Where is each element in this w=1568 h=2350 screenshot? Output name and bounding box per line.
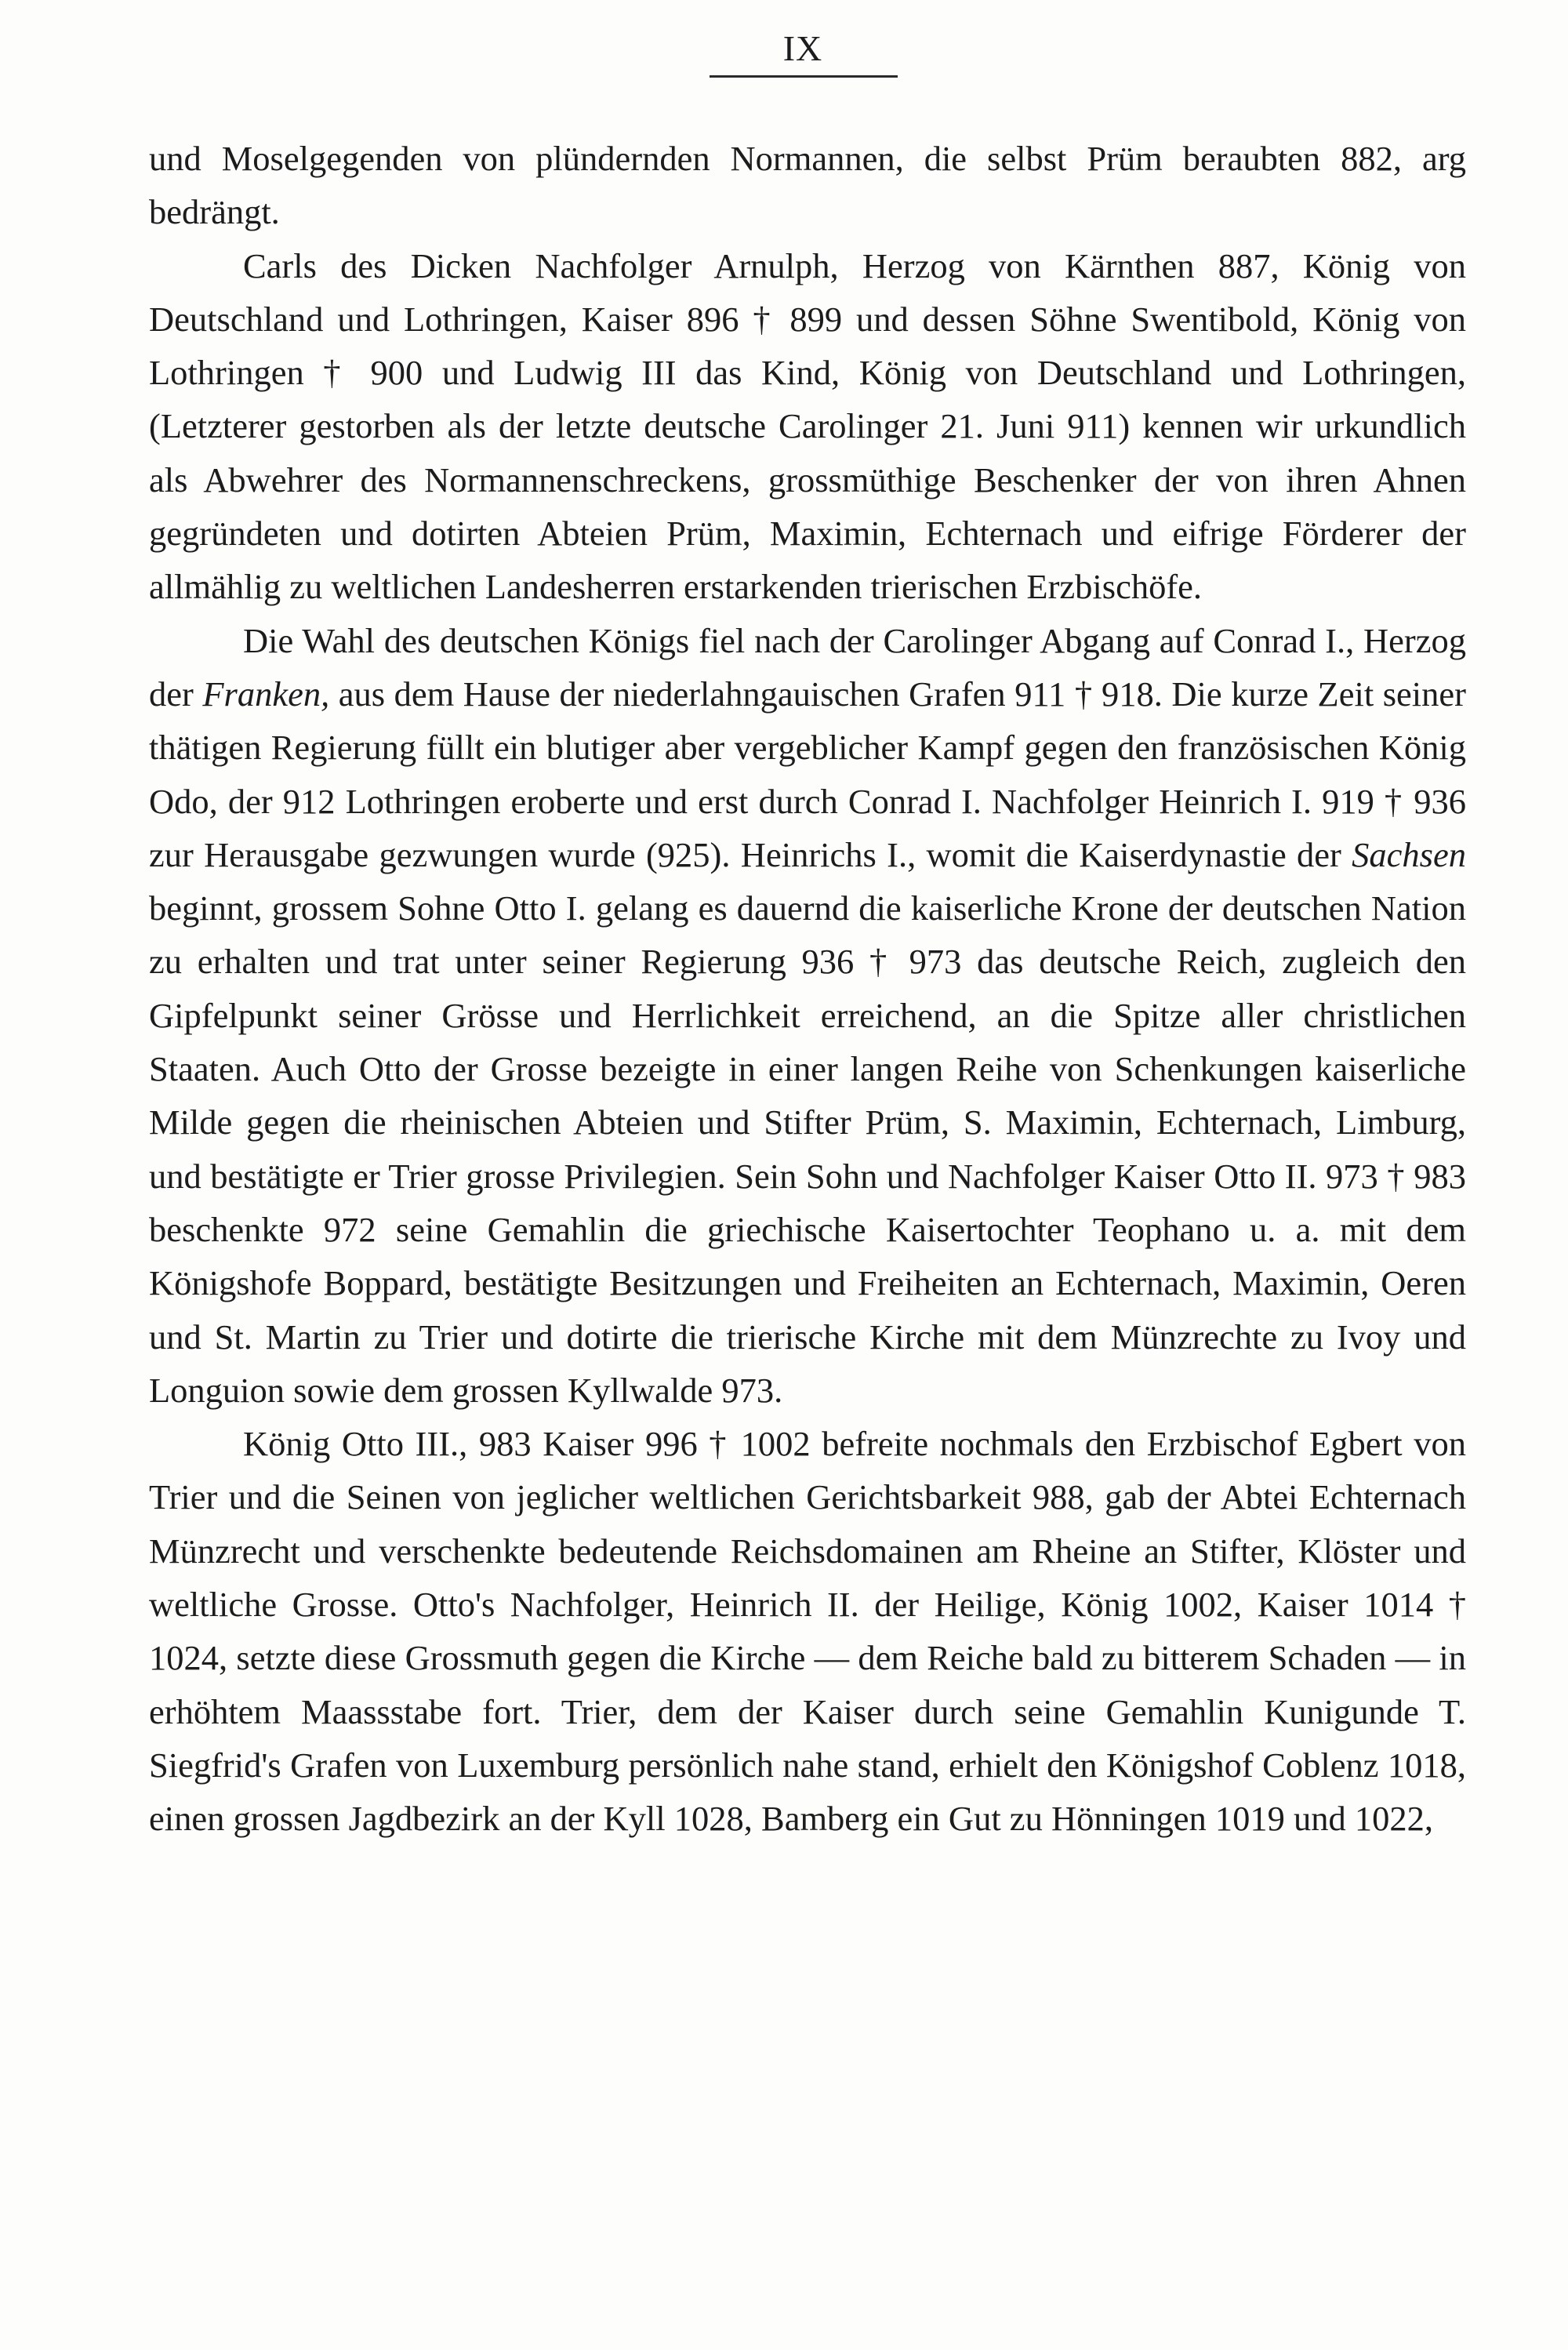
- body-text: [149, 132, 1466, 1846]
- paragraph-2: Carls des Dicken Nachfolger Arnulph, Herzog von Kärnthen 887, König von Deutschland und Lothringen, Kaiser 896 † 899 und dessen Söhne Swentibold, König von Lothringen † 900 und Ludwig III das Kind, König von Deutschland und Lothringen, (Letzterer gestorben als der letzte deutsche Carolinger 21. Juni 911) kennen wir urkundlich als Abwehrer des Normannenschreckens, grossmüthige Beschenker der von ihren Ahnen gegründeten und dotirten Abteien Prüm, Maximin, Echternach und eifrige Förderer der allmählig zu weltlichen Landesherren erstarkenden trierischen Erzbischöfe.: [149, 245, 1466, 607]
- paragraph-3: [149, 614, 1466, 1417]
- page-number: IX: [782, 28, 823, 68]
- paragraph-3-text-c: beginnt, grossem Sohne Otto I. gelang es dauernd die kaiserliche Krone der deutschen Nation zu erhalten und trat unter seiner Regierung 936 † 973 das deutsche Reich, zugleich den Gipfelpunkt seiner Grösse und Herrlichkeit erreichend, an die Spitze aller christlichen Staaten. Auch Otto der Grosse bezeigte in einer langen Reihe von Schenkungen kaiserliche Milde gegen die rheinischen Abteien und Stifter Prüm, S. Maximin, Echternach, Limburg, und bestätigte er Trier grosse Privilegien. Sein Sohn und Nachfolger Kaiser Otto II. 973 † 983 beschenkte 972 seine Gemahlin die griechische Kaisertochter Teophano u. a. mit dem Königshofe Boppard, bestätigte Besitzungen und Freiheiten an Echternach, Maximin, Oeren und St. Martin zu Trier und dotirte die trierische Kirche mit dem Münzrechte zu Ivoy und Longuion sowie dem grossen Kyllwalde 973.: [149, 888, 1466, 1410]
- paragraph-4: König Otto III., 983 Kaiser 996 † 1002 befreite nochmals den Erzbischof Egbert von Trier und die Seinen von jeglicher weltlichen Gerichtsbarkeit 988, gab der Abtei Echternach Münzrecht und verschenkte bedeutende Reichsdomainen am Rheine an Stifter, Klöster und weltliche Grosse. Otto's Nachfolger, Heinrich II. der Heilige, König 1002, Kaiser 1014 † 1024, setzte diese Grossmuth gegen die Kirche — dem Reiche bald zu bitterem Schaden — in erhöhtem Maassstabe fort. Trier, dem der Kaiser durch seine Gemahlin Kunigunde T. Siegfrid's Grafen von Luxemburg persönlich nahe stand, erhielt den Königshof Coblenz 1018, einen grossen Jagdbezirk an der Kyll 1028, Bamberg ein Gut zu Hönningen 1019 und 1022,: [149, 1424, 1466, 1839]
- paragraph-1: und Moselgegenden von plündernden Normannen, die selbst Prüm beraubten 882, arg bedrängt.: [149, 139, 1466, 232]
- header-rule: [710, 75, 898, 78]
- italic-franken: Franken,: [202, 674, 330, 714]
- italic-sachsen: Sachsen: [1352, 834, 1466, 874]
- paragraph-3-text-b: aus dem Hause der niederlahngauischen Grafen 911 † 918. Die kurze Zeit seiner thätigen Regierung füllt ein blutiger aber vergeblicher Kampf gegen den französischen König Odo, der 912 Lothringen eroberte und erst durch Conrad I. Nachfolger Heinrich I. 919 † 936 zur Herausgabe gezwungen wurde (925). Heinrichs I., womit die Kaiserdynastie der: [149, 674, 1466, 874]
- paragraph-3-text-a: Die Wahl des deutschen Königs fiel nach der Carolinger Abgang auf Conrad I., Herzog der: [149, 620, 1466, 714]
